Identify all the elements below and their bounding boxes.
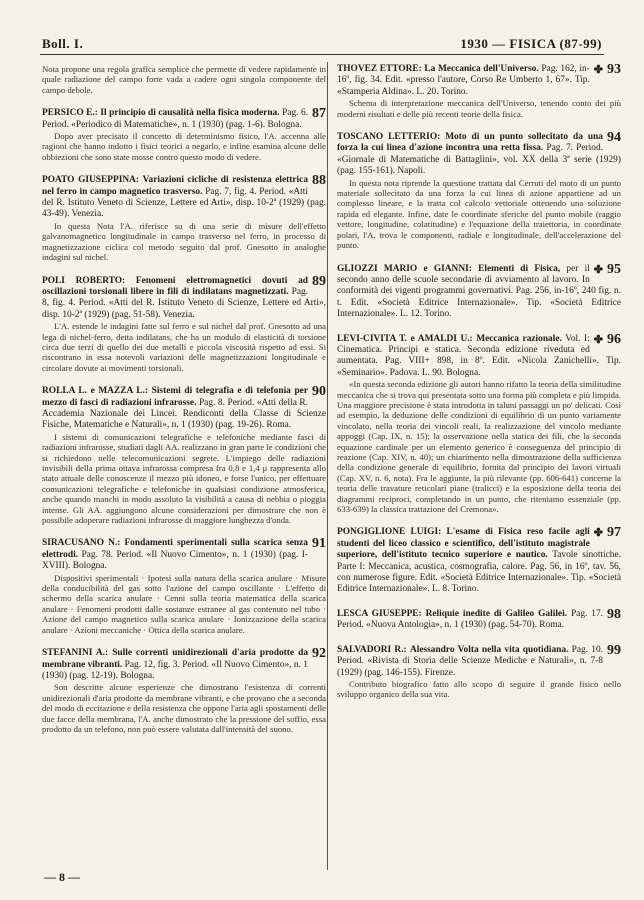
entry-number: 97	[607, 525, 621, 541]
entry-abstract: L'A. estende le indagini fatte sul ferro e sul nichel dal prof. Gnesotto ad una lega di nichel-ferro, detta indilatans, che ha un modulo di elasticità di torsione circa due terzi di quello dei due metalli e piccola viscosità rispetto ad essi. Si riscontrano in essa notevoli variazioni delle magnetizzazioni longitudinale e circolare dovute ai movimenti torsionali.	[42, 321, 326, 373]
entry-title: Alessandro Volta nella vita quotidiana.	[409, 644, 569, 655]
entry-abstract: Son descritte alcune esperienze che dimostrano l'esistenza di correnti unidirezionali d'aria prodotte da membrane vibranti, e che provano che a seconda del modo di eccitazione e della resistenza che oppone l'aria agli spostamenti delle due facce della membrana, l'A. anche dimostrato che la pressione del soffio, essa prodotto da un telefono, non può essere valutata dall'intensità del suono.	[42, 682, 326, 734]
entry-source: Tavole sinottiche. Parte I: Meccanica, acustica, cosmografia, calore. Pag. 56, in 16º, tav. 56, con numerose figure. Edit. «Società Editrice Internazionale». Tip. «Società Editrice Internazionale». L. 8. Torino.	[337, 550, 621, 595]
entry-title: Moto di un punto sollecitato da una forza la cui linea d'azione incontra una retta fissa.	[337, 132, 603, 154]
entry-number-box	[607, 642, 621, 658]
entry-number-box	[607, 132, 621, 144]
entry-title: Sulle correnti unidirezionali d'aria prodotte da membrane vibranti.	[42, 648, 309, 670]
entry-head	[337, 642, 621, 679]
entry-number-box	[607, 606, 621, 622]
bibliography-entry	[337, 261, 621, 321]
entry-title: Fondamenti sperimentali sulla scarica senza elettrodi.	[42, 538, 308, 560]
entry-head	[42, 386, 326, 432]
entry-head	[42, 538, 326, 572]
entry-abstract: Dispositivi sperimentali · Ipotesi sulla natura della scarica anulare · Misure della conducibilità del gas sotto l'azione del campo oscillante · L'effetto di schermo della scarica anulare · Cenni sulla teoria matematica della scarica anulare · Fenomeni prodotti dalle sostanze estranee al gas contenuto nel tubo · Azione del campo magnetico sulla scarica anulare · Ionizzazione della scarica anulare · Azioni meccaniche · Ottica della scarica anulare.	[42, 572, 326, 635]
continued-abstract: Nota propone una regola grafica semplice che permette di vedere rapidamente in quale radiazione del campo forte vada a cadere ogni singola componente del campo debole.	[42, 64, 326, 95]
star-icon: ✤	[593, 527, 603, 540]
entry-number: 95	[607, 261, 621, 277]
left-entries	[42, 108, 326, 734]
entry-head	[337, 527, 621, 595]
entry-number: 96	[607, 331, 621, 347]
entry-source: Pag. 78. Period. «Il Nuovo Cimento», n. 1 (1930) (pag. I-XVIII). Bologna.	[42, 549, 308, 572]
entry-source: per il secondo anno delle scuole secondarie di avviamento al lavoro. In conformità dei vigenti programmi governativi. Pag. 256, in-16º, 240 fig. n. t. Edit. «Società Editrice Internazionale». Tip. «Società Editrice Internazionale». L. 12. Torino.	[337, 263, 621, 320]
entry-source: Pag. 162, in-16º, fig. 34. Edit. «presso l'autore, Corso Re Umberto 1, 67». Tip. «Stamperia Aldina». L. 20. Torino.	[337, 64, 590, 97]
entry-number-box	[312, 273, 326, 289]
entry-author: TOSCANO LETTERIO:	[337, 132, 441, 143]
bibliography-entry	[42, 108, 326, 162]
entry-head	[42, 648, 326, 682]
star-icon: ✤	[593, 333, 603, 346]
entry-author: SIRACUSANO N.:	[42, 538, 121, 549]
entry-head	[42, 175, 326, 221]
entry-title: Sistemi di telegrafia e di telefonia per mezzo di fasci di radiazioni infrarosse.	[42, 386, 308, 408]
entry-author: LEVI-CIVITA T. e AMALDI U.:	[337, 333, 473, 344]
right-column	[337, 64, 621, 713]
star-icon: ✤	[593, 263, 603, 276]
entry-number-box	[312, 386, 326, 398]
entry-title: Meccanica razionale.	[476, 333, 562, 344]
entry-abstract: Dopo aver precisato il concetto di determinismo fisico, l'A. accenna alle ragioni che hanno indotto i fisici teorici a negarlo, e infine esamina alcune delle obbiezioni che sono state mosse contro questo modo di vedere.	[42, 131, 326, 162]
entry-abstract: I sistemi di comunicazioni telegrafiche e telefoniche mediante fasci di radiazioni infrarosse, studiati dagli AA. realizzano in gran parte le condizioni che si richiedono nelle telecomunicazioni segrete. L'impiego delle radiazioni invisibili della prima ottava infrarossa compresa fra 0,8 e 1,4 μ rappresenta allo stato attuale delle conoscenze il mezzo più idoneo, e forse l'unico, per effettuare comunicazioni telegrafiche e telefoniche in qualsiasi condizione atmosferica, anche quando manchi in modo assoluto la visibilità a causa di nebbia o pioggia intense. Gli AA. aggiungono alcune considerazioni per dimostrare che non è possibile adoperare radiazioni infrarosse di maggiore lunghezza d'onda.	[42, 431, 326, 526]
entry-number: 89	[312, 273, 326, 289]
entry-abstract: «In questa seconda edizione gli autori hanno rifatto la teoria della similitudine meccanica che si trova qui presentata sotto una forma più completa e più limpida. Una maggiore precisione è stata introdotta in taluni passaggi un po' delicati. Così ad esempio, la deduzione delle condizioni di equilibrio di un punto variamente vincolato, nella teoria dei vincoli reali, la realizzazione del vincolo mediante appoggi (Cap. IX, n. 15); la osservazione nella statica dei fili, che la seconda equazione cardinale per un elemento generico è conseguenza del principio di reazione (Cap. XIV, n. 40); un chiarimento nella dimostrazione della sufficienza della condizione generale di equilibrio, fornita dal principio dei lavori virtuali (Cap. XV, n. 6, nota). Fra le aggiunte, la più rilevante (pp. 606-641) concerne la teoria delle travature reticolari piane (tralicci) e la esposizione della teoria dei diagrammi reciproci, completando in un punto, che riteniamo essenziale (pp. 633-639) la classica trattazione del Cremona».	[337, 379, 621, 515]
entry-source: Pag. 8. Period. «Atti della R. Accademia Nazionale dei Lincei. Rendiconti della Classe di Scienze Fisiche, Matematiche e Naturali», n. 1 (1930) (pag. 19-26). Roma.	[42, 397, 326, 431]
entry-number-box	[593, 331, 621, 347]
entry-number-box	[593, 261, 621, 277]
bibliography-entry	[337, 527, 621, 595]
entry-title: La Meccanica dell'Universo.	[424, 64, 539, 74]
entry-author: PONGIGLIONE LUIGI:	[337, 527, 442, 538]
entry-source: Pag. 12, fig. 3. Period. «Il Nuovo Cimento», n. 1 (1930) (pag. 12-19). Bologna.	[42, 659, 308, 681]
entry-number: 90	[312, 384, 326, 400]
entry-number: 98	[607, 606, 621, 622]
entry-author: POATO GIUSEPPINA:	[42, 175, 140, 186]
entry-number: 93	[607, 62, 621, 77]
entry-title: L'esame di Fisica reso facile agli studenti del liceo classico e scientifico, dell'istituto magistrale superiore, dell'istituto tecnico superiore e nautico.	[337, 527, 590, 561]
entry-number: 87	[312, 106, 326, 122]
bibliography-entry	[337, 64, 621, 119]
entry-source: Pag. 8, fig. 4. Period. «Atti del R. Istituto Veneto di Scienze, Lettere ed Arti», disp. 10-2ª (1929) (pag. 51-58). Venezia.	[42, 286, 326, 320]
entry-title: Variazioni cicliche di resistenza elettrica nel ferro in campo magnetico trasverso.	[42, 175, 309, 197]
entry-source: Vol. I: Cinematica. Principi e statica. Seconda edizione riveduta ed aumentata. Pag. VIII+ 898, in 8º. Edit. «Nicola Zanichelli». Tip. «Seminario». Padova. L. 90. Bologna.	[337, 333, 621, 378]
entry-number-box	[312, 175, 326, 187]
entry-number: 88	[312, 173, 326, 189]
bibliography-entry	[337, 132, 621, 250]
bibliography-entry	[337, 606, 621, 632]
star-icon: ✤	[593, 64, 603, 76]
entry-head	[337, 331, 621, 380]
running-header-right: 1930 — FISICA (87-99)	[460, 36, 602, 51]
bibliography-entry	[42, 538, 326, 635]
entry-number-box	[594, 527, 621, 539]
entry-number: 99	[607, 642, 621, 658]
entry-author: PERSICO E.:	[42, 108, 98, 119]
header-rule	[40, 54, 604, 55]
entry-head	[337, 132, 621, 178]
entry-source: Pag. 10. Period. «Rivista di Storia delle Scienze Mediche e Naturali», n. 7-8 (1929) (pag. 146-155). Firenze.	[337, 644, 603, 678]
column-divider	[327, 62, 328, 870]
entry-author: LESCA GIUSEPPE:	[337, 608, 422, 619]
bibliography-entry	[42, 175, 326, 262]
bibliography-entry	[337, 642, 621, 700]
entry-number-box	[312, 648, 326, 660]
entry-source: Pag. 7. Period. «Giornale di Matematiche di Battaglini», vol. XX della 3ª serie (1929) (pag. 155-161). Napoli.	[337, 143, 621, 177]
entry-source: Pag. 17. Period. «Nuova Antologia», n. 1 (1930) (pag. 54-70). Roma.	[337, 608, 604, 631]
entry-number-box	[312, 108, 326, 120]
entry-abstract: Contributo biografico fatto allo scopo di seguire il grande fisico nello sviluppo organico della sua vita.	[337, 678, 621, 700]
entry-head	[42, 273, 326, 322]
entry-number-box	[594, 64, 621, 76]
bibliography-entry	[42, 386, 326, 525]
entry-author: SALVADORI R.:	[337, 644, 407, 655]
entry-title: Reliquie inedite di Galileo Galilei.	[425, 608, 568, 619]
bibliography-entry	[42, 648, 326, 734]
entry-head	[42, 108, 326, 131]
entry-title: Il principio di causalità nella fisica moderna.	[100, 108, 280, 119]
entry-abstract: Schema di interpretazione meccanica dell'Universo, tenendo conto dei più moderni risultati e delle più recenti teorie della fisica.	[337, 98, 621, 119]
running-header-left: Boll. I.	[42, 36, 84, 51]
page-number: — 8 —	[44, 870, 80, 884]
entry-author: ROLLA L. e MAZZA L.:	[42, 386, 149, 397]
entry-title: Elementi di Fisica,	[478, 263, 561, 274]
entry-number: 94	[607, 130, 621, 146]
entry-author: POLI ROBERTO:	[42, 275, 126, 286]
entry-number: 91	[312, 536, 326, 552]
entry-number-box	[312, 538, 326, 550]
entry-author: GLIOZZI MARIO e GIANNI:	[337, 263, 472, 274]
entry-abstract: In questa nota riprende la questione trattata dal Cerruti del moto di un punto materiale sollecitato da una forza la cui linea di azione appartiene ad un complesso lineare, e la tratta col calcolo vettoriale ottenendo una soluzione rapida ed elegante. Infine, date le coordinate sferiche del punto mobile (raggio vettore, longitudine, colatitudine) e l'equazione della traiettoria, in coordinate polari, l'A. trova le componenti, radiale e longitudinale, dell'accelerazione del punto.	[337, 177, 621, 251]
bibliography-entry	[42, 273, 326, 374]
entry-author: THOVEZ ETTORE:	[337, 64, 422, 74]
entry-head	[337, 64, 621, 98]
entry-author: STEFANINI A.:	[42, 648, 109, 659]
entry-abstract: In questa Nota l'A. riferisce su di una serie di misure dell'effetto galvanomagnetico longitudinale in campo trasverso nel ferro, in processo di magnetizzazione ciclica col metodo seguito dal prof. Gnesotto in analoghe indagini sul nichel.	[42, 220, 326, 263]
bibliography-entry	[337, 331, 621, 515]
entry-title: Fenomeni elettromagnetici dovuti ad oscillazioni torsionali libere in fili di indilatans magnetizzati.	[42, 275, 308, 297]
entry-source: Pag. 6. Period. «Periodico di Matematiche», n. 1 (1930) (pag. 1-6). Bologna.	[42, 108, 308, 130]
right-entries	[337, 64, 621, 700]
entry-head	[337, 261, 621, 321]
entry-head	[337, 606, 621, 632]
entry-number: 92	[312, 646, 326, 662]
entry-source: Pag. 7, fig. 4. Period. «Atti del R. Istituto Veneto di Scienze, Lettere ed Arti», disp. 10-2ª (1929) (pag. 43-49). Venezia.	[42, 186, 326, 220]
left-column	[42, 64, 326, 747]
